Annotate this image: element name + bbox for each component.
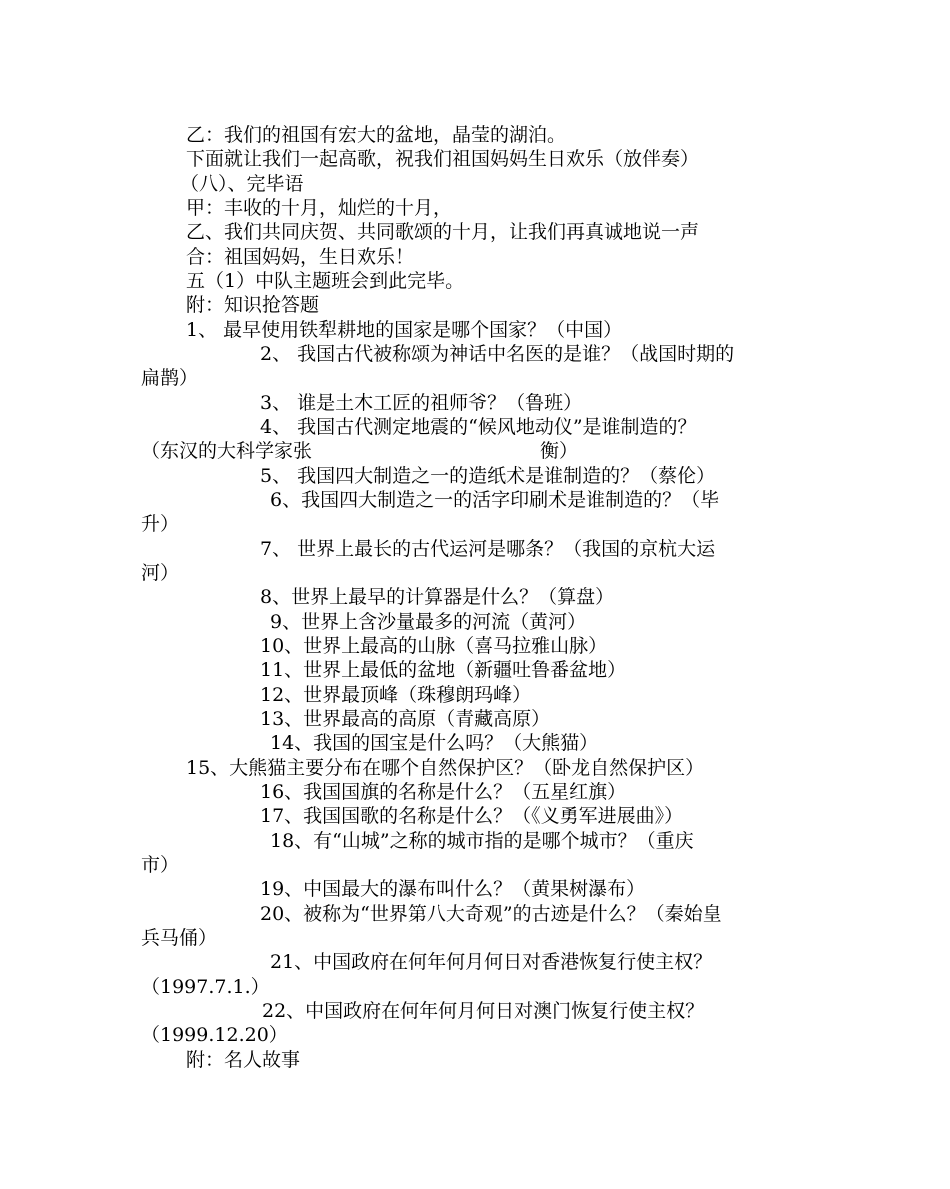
quiz-item: 13、世界最高的高原（青藏高原） [260,708,551,730]
quiz-item: 4、 我国古代测定地震的“候风地动仪”是谁制造的？ [260,416,697,438]
quiz-item: 9、世界上含沙量最多的河流（黄河） [270,611,587,633]
quiz-item: 19、中国最大的瀑布叫什么？（黄果树瀑布） [260,878,646,900]
quiz-item: 6、我国四大制造之一的活字印刷术是谁制造的？（毕 [270,489,720,511]
quiz-item-continued: 衡） [540,440,579,462]
quiz-item: 1、 最早使用铁犁耕地的国家是哪个国家？（中国） [186,319,623,341]
quiz-item: 21、中国政府在何年何月何日对香港恢复行使主权？ [270,951,713,973]
section-heading: 附：名人故事 [186,1049,301,1071]
text-line: 合：祖国妈妈，生日欢乐！ [186,246,415,268]
quiz-item-continued: 市） [141,854,180,876]
quiz-item: 17、我国国歌的名称是什么？（《义勇军进展曲》） [260,805,684,827]
quiz-item: 16、我国国旗的名称是什么？（五星红旗） [260,781,627,803]
quiz-item-continued: （1999.12.20） [141,1024,288,1046]
quiz-item: 8、世界上最早的计算器是什么？（算盘） [260,586,615,608]
quiz-item: 5、 我国四大制造之一的造纸术是谁制造的？（蔡伦） [260,465,716,487]
quiz-item-continued: （东汉的大科学家张 [141,440,313,462]
quiz-item-continued: （1997.7.1.） [141,976,270,998]
text-line: 乙、我们共同庆贺、共同歌颂的十月，让我们再真诚地说一声 [186,221,700,243]
quiz-item: 20、被称为“世界第八大奇观”的古迹是什么？（秦始皇 [260,903,722,925]
text-line: 五（1）中队主题班会到此完毕。 [186,270,465,292]
quiz-item: 22、中国政府在何年何月何日对澳门恢复行使主权？ [262,1000,705,1022]
quiz-item-continued: 升） [141,513,180,535]
quiz-item-continued: 扁鹊） [141,367,199,389]
quiz-item: 14、我国的国宝是什么吗？（大熊猫） [270,732,599,754]
quiz-item-continued: 河） [141,562,180,584]
quiz-item: 12、世界最顶峰（珠穆朗玛峰） [260,684,532,706]
quiz-item: 3、 谁是土木工匠的祖师爷？（鲁班） [260,392,583,414]
quiz-item: 10、世界上最高的山脉（喜马拉雅山脉） [260,635,608,657]
text-line: 下面就让我们一起高歌，祝我们祖国妈妈生日欢乐（放伴奏） [186,148,700,170]
section-heading: （八）、完毕语 [180,173,304,195]
quiz-item: 2、 我国古代被称颂为神话中名医的是谁？（战国时期的 [260,343,735,365]
text-line: 乙：我们的祖国有宏大的盆地，晶莹的湖泊。 [186,124,567,146]
quiz-item: 18、有“山城”之称的城市指的是哪个城市？（重庆 [270,830,694,852]
quiz-item: 11、世界上最低的盆地（新疆吐鲁番盆地） [260,659,627,681]
text-line: 甲：丰收的十月，灿烂的十月， [186,197,453,219]
quiz-item-continued: 兵马俑） [141,927,218,949]
section-heading: 附：知识抢答题 [186,294,320,316]
quiz-item: 7、 世界上最长的古代运河是哪条？（我国的京杭大运 [260,538,716,560]
quiz-item: 15、大熊猫主要分布在哪个自然保护区？（卧龙自然保护区） [186,757,705,779]
